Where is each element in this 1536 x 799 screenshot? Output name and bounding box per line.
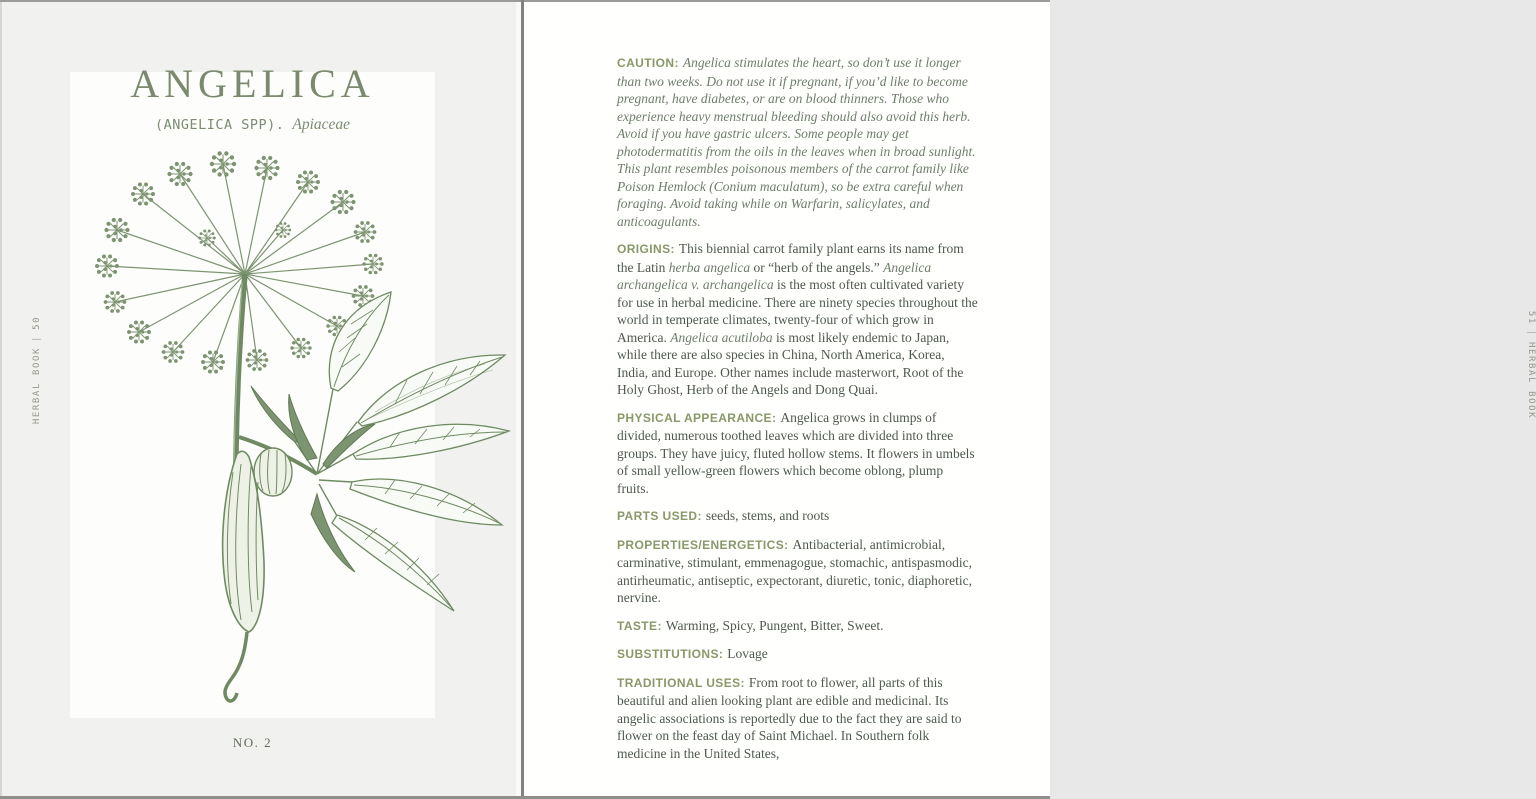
section-body: Angelica grows in clumps of divided, numerous toothed leaves which are divided into three groups. They have juicy, fluted hollow stems. It flowers in umbels of small yellow-green flowers which become oblong, plump fruits.: [617, 409, 975, 496]
section-body: seeds, stems, and roots: [705, 508, 830, 523]
leaves: [329, 292, 509, 611]
figure-caption: NO. 2: [232, 735, 273, 750]
section-body: Antibacterial, antimicrobial, carminative, stimulant, emmenagogue, stomachic, antispasmodic, antirheumatic, antiseptic, expectorant, diuretic, tonic, diaphoretic, nervine.: [617, 536, 973, 605]
margin-separator: |: [32, 334, 42, 342]
section-body: Warming, Spicy, Pungent, Bitter, Sweet.: [665, 617, 884, 633]
herb-subtitle: [70, 116, 435, 134]
left-page: [0, 2, 521, 796]
sheath: [223, 451, 264, 701]
section-heading: CAUTION:: [617, 56, 679, 70]
herb-section: [617, 617, 978, 636]
latin-name: (ANGELICA SPP).: [154, 117, 285, 133]
herb-section: [617, 240, 978, 399]
margin-label: HERBAL BOOK: [1526, 341, 1536, 420]
right-page: [524, 2, 1536, 796]
section-heading: PROPERTIES/ENERGETICS:: [617, 537, 789, 552]
section-heading: SUBSTITUTIONS:: [617, 647, 724, 661]
section-heading: ORIGINS:: [617, 242, 675, 256]
left-page-margin-text: [32, 316, 42, 424]
section-body: Lovage: [727, 646, 768, 661]
herb-section: [617, 674, 978, 763]
page-number: 51: [1526, 310, 1536, 325]
angelica-illustration: [55, 142, 515, 742]
right-page-margin-text: [1526, 311, 1536, 419]
seed-pod: [254, 448, 292, 496]
herb-info-sections: [524, 2, 1050, 762]
herb-title: ANGELICA: [130, 61, 375, 106]
section-body: This biennial carrot family plant earns its name from the Latin herba angelica or “herb of the angels.” Angelica archangelica v. archangelica is the most often cultivated variety for use in herbal medicine. There are ninety species throughout the world in temperate climates, twenty-four of which grow in America. Angelica acutiloba is most likely endemic to Japan, while there are also species in China, North America, Korea, India, and Europe. Other names include masterwort, Root of the Holy Ghost, Herb of the Angels and Dong Quai.: [617, 241, 978, 397]
section-body: Angelica stimulates the heart, so don’t use it longer than two weeks. Do not use it if pregnant, if you’d like to become pregnant, have diabetes, or are on blood thinners. Those who experience heavy menstrual bleeding should also avoid this herb. Avoid if you have gastric ulcers. Some people may get photodermatitis from the oils in the leaves when in broad sunlight. This plant resembles poisonous members of the carrot family like Poison Hemlock (Conium maculatum), so be extra careful when foraging. Avoid taking while on Warfarin, salicylates, and anticoagulants.: [617, 55, 976, 229]
herb-section: [617, 409, 978, 498]
section-heading: TASTE:: [617, 618, 662, 633]
left-page-edge: [0, 2, 2, 796]
herb-section: [617, 645, 978, 664]
family-name: Apiaceae: [292, 116, 351, 133]
herb-section: [617, 536, 978, 607]
section-heading: PARTS USED:: [617, 509, 702, 523]
herb-section: [617, 54, 978, 230]
section-heading: TRADITIONAL USES:: [617, 675, 745, 690]
section-body: From root to flower, all parts of this beautiful and alien looking plant are edible and medicinal. Its angelic associations is reportedly due to the fact they are said to flower on the feast day of Saint Michael. In Southern folk medicine in the United States,: [617, 674, 962, 761]
margin-label: HERBAL BOOK: [32, 346, 42, 425]
page-number: 50: [32, 315, 42, 330]
margin-separator: |: [1526, 329, 1536, 337]
herb-section: [617, 507, 978, 526]
section-heading: PHYSICAL APPEARANCE:: [617, 410, 777, 425]
